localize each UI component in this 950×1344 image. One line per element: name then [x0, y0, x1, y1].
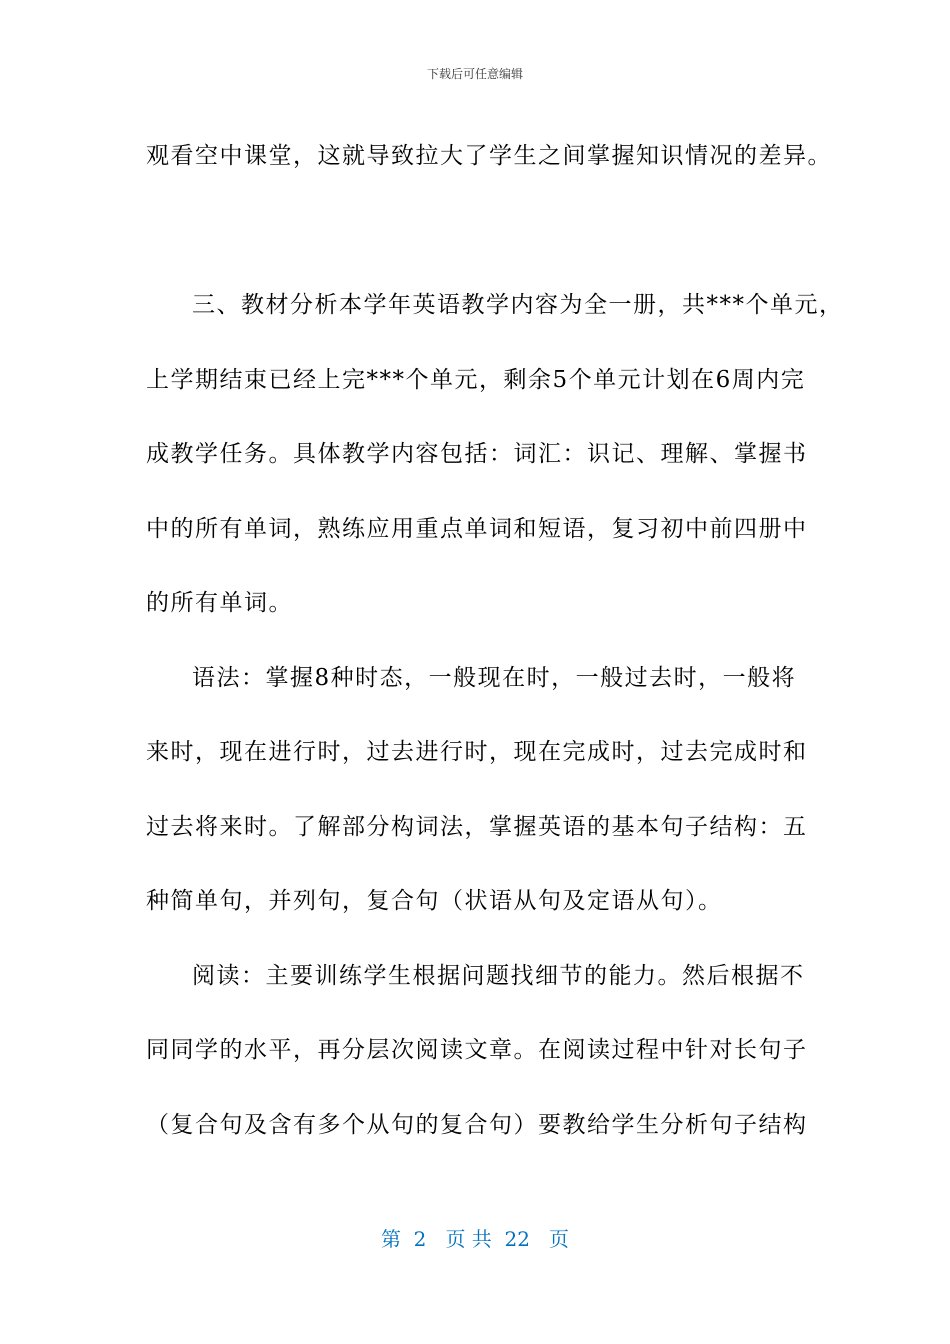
body-line: 种简单句，并列句，复合句（状语从句及定语从句）。 [146, 888, 723, 914]
body-line: 阅读：主要训练学生根据问题找细节的能力。然后根据不 [192, 962, 805, 989]
body-line: （复合句及含有多个从句的复合句）要教给学生分析句子结构 [146, 1111, 808, 1138]
body-line: 过去将来时。了解部分构词法，掌握英语的基本句子结构：五 [146, 813, 808, 840]
body-line: 中的所有单词，熟练应用重点单词和短语，复习初中前四册中 [146, 515, 808, 542]
document-body [146, 119, 844, 1162]
page-header: 下载后可任意编辑 [426, 67, 523, 81]
page-number-footer: 第 2 页 共 22 页 [380, 1227, 570, 1251]
body-line: 来时，现在进行时，过去进行时，现在完成时，过去完成时和 [146, 739, 808, 765]
body-line: 观看空中课堂，这就导致拉大了学生之间掌握知识情况的差异。 [146, 143, 832, 169]
body-line: 上学期结束已经上完***个单元，剩余5个单元计划在6周内完 [146, 366, 806, 393]
body-line: 三、教材分析本学年英语教学内容为全一册，共***个单元， [192, 292, 844, 318]
body-line: 的所有单词。 [146, 590, 293, 616]
body-line: 成教学任务。具体教学内容包括：词汇：识记、理解、掌握书 [146, 441, 808, 467]
body-line: 语法：掌握8种时态，一般现在时，一般过去时，一般将 [192, 664, 797, 691]
body-line: 同同学的水平，再分层次阅读文章。在阅读过程中针对长句子 [146, 1037, 808, 1063]
